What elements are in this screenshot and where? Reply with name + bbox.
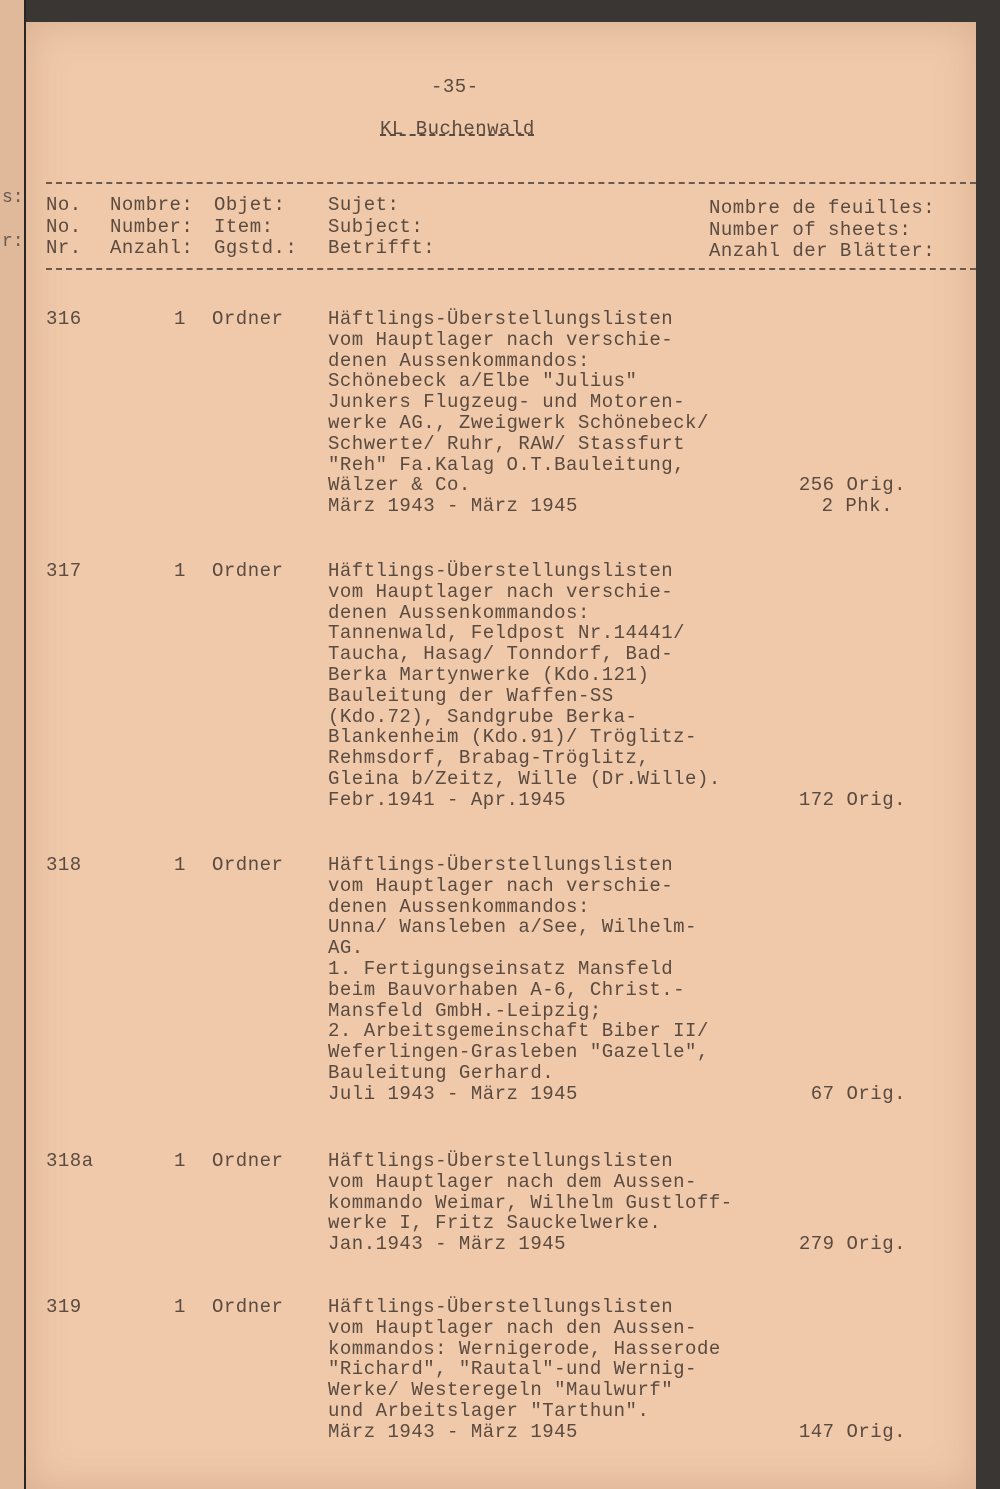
entry-subject-line: Werke/ Westeregeln "Maulwurf" — [328, 1379, 674, 1402]
entry-sheets: 279 Orig. — [798, 1233, 906, 1256]
entry-subject-line: beim Bauvorhaben A-6, Christ.- — [328, 978, 686, 1001]
divider — [46, 268, 976, 270]
entry-item: Ordner — [212, 560, 284, 582]
entry-subject-line: werke I, Fritz Sauckelwerke. — [328, 1212, 662, 1235]
entry-subject-line: Schwerte/ Ruhr, RAW/ Stassfurt — [328, 432, 686, 455]
entry-subject-line: Wälzer & Co. — [328, 474, 471, 497]
entry-number: 318 — [46, 854, 82, 876]
entry-subject-line: "Richard", "Rautal"-und Wernig- — [328, 1358, 697, 1381]
entry-item: Ordner — [212, 308, 284, 330]
entry-subject-line: und Arbeitslager "Tarthun". — [328, 1400, 650, 1422]
entry-count: 1 — [174, 1150, 186, 1172]
entry-subject-line: vom Hauptlager nach verschie- — [328, 580, 674, 603]
entry-subject-line: Berka Martynwerke (Kdo.121) — [328, 664, 650, 686]
entry-subject-line: Häftlings-Überstellungslisten — [328, 560, 674, 582]
entry-number: 318a — [46, 1150, 94, 1172]
entry-subject-line: kommando Weimar, Wilhelm Gustloff- — [328, 1191, 733, 1214]
entry-subject-line: vom Hauptlager nach den Aussen- — [328, 1316, 697, 1339]
entry-subject-line: Rehmsdorf, Brabag-Tröglitz, — [328, 747, 650, 770]
entry-number: 317 — [46, 560, 82, 582]
document-page: -35- KL Buchenwald No. No. Nr. Nombre: Number: Anzahl: Objet: Item: Ggstd.: Sujet: Subject: Betrifft: Nombre de feuilles: Number of sheets: Anzahl der Blätter: 316 1 Ordner Häftlings-Überstellungslisten vom Hauptlager nach verschie- denen Aussenkommandos: Schönebeck a/Elbe "Julius" Junkers Flugzeug- und Motoren- werke AG., Zweigwerk Schönebeck/ Schwerte/ Ruhr, RAW/ Stassfurt "Reh" Fa.Kalag O.T.Bauleitung, Wälzer & Co. März 1943 - März 1945 256 Orig. 2 Phk. 317 1 Ordner Häftlings-Überstellungslisten vom Hauptlager nach verschie- denen Aussenkommandos: Tannenwald, Feldpost Nr.14441/ Taucha, Hasag/ Tonndorf, Bad- Berka Martynwerke (Kdo.121) Bauleitung der Waffen-SS (Kdo.72), Sandgrube Berka- Blankenheim (Kdo.91)/ Tröglitz- Rehmsdorf, Brabag-Tröglitz, Gleina b/Zeitz, Wille (Dr.Wille). Febr.1941 - Apr.1945 172 Orig. 318 1 Ordner Häftlings-Überstellungslisten vom Hauptlager nach verschie- denen Aussenkommandos: Unna/ Wansleben a/See, Wilhelm- AG. 1. Fertigungseinsatz Mansfeld beim Bauvorhaben A-6, Christ.- Mansfeld GmbH.-Leipzig; 2. Arbeitsgemeinschaft Biber II/ Weferlingen-Grasleben "Gazelle", Bauleitung Gerhard. Juli 1943 - März 1945 67 Orig. 318a 1 Ordner Häftlings-Überstellungslisten vom Hauptlager nach dem Aussen- kommando Weimar, Wilhelm Gustloff- werke I, Fritz Sauckelwerke. Jan.1943 - März 1945 279 Orig. 319 1 Ordner Häftlings-Überstellungslisten vom Hauptlager nach den Aussen- kommandos: Wernigerode, Hasserode "Richard", "Rautal"-und Wernig- Werke/ Westeregeln "Maulwurf" und Arbeitslager "Tarthun". März 1943 - März 1945 147 Orig. — [26, 22, 976, 1489]
entry-count: 1 — [174, 1296, 186, 1318]
entry-subject-line: Unna/ Wansleben a/See, Wilhelm- — [328, 916, 697, 939]
entry-subject-line: "Reh" Fa.Kalag O.T.Bauleitung, — [328, 453, 686, 476]
entry-subject-line: Häftlings-Überstellungslisten — [328, 308, 674, 330]
entry-subject-line: März 1943 - März 1945 — [328, 495, 578, 518]
entry-count: 1 — [174, 308, 186, 330]
entry-subject-line: denen Aussenkommandos: — [328, 895, 590, 918]
entry-subject-line: Taucha, Hasag/ Tonndorf, Bad- — [328, 643, 674, 666]
entry-sheets: 172 Orig. — [798, 788, 906, 811]
entry-subject-line: AG. — [328, 937, 364, 960]
entry-subject-line: Febr.1941 - Apr.1945 — [328, 788, 567, 811]
entry-subject-line: denen Aussenkommandos: — [328, 601, 590, 624]
entry-subject-line: Schönebeck a/Elbe "Julius" — [328, 370, 638, 393]
entry-subject-line: Juli 1943 - März 1945 — [328, 1082, 578, 1105]
entry-subject-line: kommandos: Wernigerode, Hasserode — [328, 1337, 721, 1360]
entry-sheets: 256 Orig. — [798, 474, 906, 497]
entry-subject-line: März 1943 - März 1945 — [328, 1420, 578, 1443]
entry-subject-line: Blankenheim (Kdo.91)/ Tröglitz- — [328, 726, 697, 749]
entry-subject-line: Junkers Flugzeug- und Motoren- — [328, 391, 686, 414]
entry-item: Ordner — [212, 1150, 284, 1172]
entry-subject-line: Häftlings-Überstellungslisten — [328, 854, 674, 876]
entry-number: 319 — [46, 1296, 82, 1318]
entry-subject-line: Bauleitung Gerhard. — [328, 1062, 555, 1084]
entry-subject-line: Tannenwald, Feldpost Nr.14441/ — [328, 622, 686, 645]
entry-count: 1 — [174, 560, 186, 582]
entry-subject-line: vom Hauptlager nach verschie- — [328, 328, 674, 351]
entry-subject-line: vom Hauptlager nach dem Aussen- — [328, 1170, 697, 1193]
entry-subject-line: 1. Fertigungseinsatz Mansfeld — [328, 958, 674, 980]
entry-item: Ordner — [212, 854, 284, 876]
divider — [46, 182, 976, 184]
entry-subject-line: Mansfeld GmbH.-Leipzig; — [328, 999, 602, 1022]
page-number: -35- — [431, 76, 479, 98]
edge-text: s: — [2, 188, 24, 208]
entry-subject-line: Häftlings-Überstellungslisten — [328, 1296, 674, 1318]
entry-subject-line: (Kdo.72), Sandgrube Berka- — [328, 705, 638, 728]
entry-sheets: 147 Orig. — [798, 1420, 906, 1443]
entry-sheets: 2 Phk. — [821, 495, 893, 518]
entry-subject-line: Gleina b/Zeitz, Wille (Dr.Wille). — [328, 768, 721, 790]
entry-subject-line: Jan.1943 - März 1945 — [328, 1233, 567, 1256]
entry-number: 316 — [46, 308, 82, 330]
entry-subject-line: Bauleitung der Waffen-SS — [328, 684, 614, 707]
entry-subject-line: werke AG., Zweigwerk Schönebeck/ — [328, 412, 709, 434]
previous-page-edge — [0, 0, 26, 1489]
entry-sheets: 67 Orig. — [810, 1082, 906, 1105]
entry-subject-line: Häftlings-Überstellungslisten — [328, 1150, 674, 1172]
header-title: KL Buchenwald — [380, 118, 535, 140]
entry-count: 1 — [174, 854, 186, 876]
edge-text: r: — [2, 232, 24, 252]
entry-subject-line: vom Hauptlager nach verschie- — [328, 874, 674, 897]
entry-subject-line: Weferlingen-Grasleben "Gazelle", — [328, 1041, 709, 1064]
entry-subject-line: 2. Arbeitsgemeinschaft Biber II/ — [328, 1020, 709, 1043]
entry-subject-line: denen Aussenkommandos: — [328, 349, 590, 372]
entry-item: Ordner — [212, 1296, 284, 1318]
